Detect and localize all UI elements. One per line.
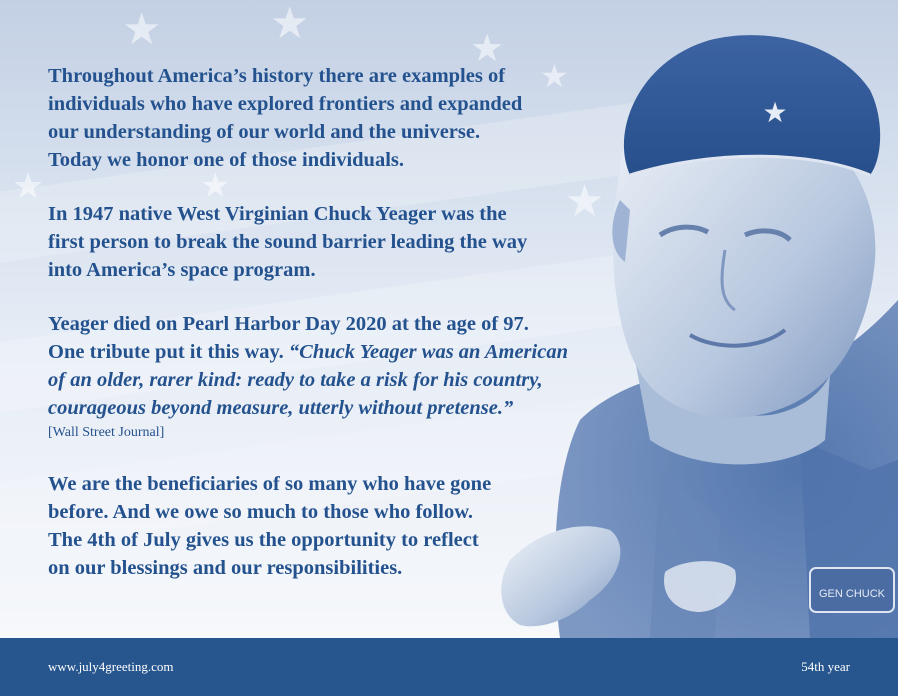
paragraph-sound-barrier bbox=[48, 200, 638, 284]
text-line: first person to break the sound barrier leading the way bbox=[48, 231, 528, 253]
text-line: before. And we owe so much to those who follow. bbox=[48, 501, 473, 523]
text-line: our understanding of our world and the universe. bbox=[48, 121, 481, 143]
quote-fragment: “Chuck Yeager was an American bbox=[288, 341, 568, 363]
text-line: Today we honor one of those individuals. bbox=[48, 149, 404, 171]
text-line: We are the beneficiaries of so many who have gone bbox=[48, 473, 492, 495]
star-icon: ★ bbox=[762, 98, 788, 129]
text-line: The 4th of July gives us the opportunity to reflect bbox=[48, 529, 479, 551]
star-icon: ★ bbox=[270, 0, 310, 48]
quote-line: of an older, rarer kind: ready to take a risk for his country, bbox=[48, 369, 543, 391]
paragraph-intro bbox=[48, 58, 638, 174]
garrison-cap bbox=[624, 35, 880, 175]
quote-line: courageous beyond measure, utterly without pretense.” bbox=[48, 397, 514, 419]
website-link[interactable]: www.july4greeting.com bbox=[48, 659, 174, 674]
year-label: 54th year bbox=[801, 659, 850, 674]
message-text bbox=[48, 58, 638, 608]
star-icon: ★ bbox=[470, 28, 505, 70]
star-icon: ★ bbox=[565, 177, 605, 226]
paragraph-tribute bbox=[48, 310, 638, 422]
text-line: on our blessings and our responsibilities. bbox=[48, 557, 403, 579]
paragraph-closing bbox=[48, 470, 638, 582]
text-fragment: One tribute put it this way. bbox=[48, 341, 289, 363]
star-icon: ★ bbox=[540, 58, 569, 94]
star-icon: ★ bbox=[122, 5, 162, 54]
text-line: individuals who have explored frontiers and expanded bbox=[48, 93, 523, 115]
star-icon: ★ bbox=[12, 166, 45, 206]
text-line: Throughout America’s history there are examples of bbox=[48, 65, 506, 87]
text-line: In 1947 native West Virginian Chuck Yeager was the bbox=[48, 203, 507, 225]
text-line: into America’s space program. bbox=[48, 259, 316, 281]
text-line: Yeager died on Pearl Harbor Day 2020 at the age of 97. bbox=[48, 313, 529, 335]
quote-source: [Wall Street Journal] bbox=[48, 425, 165, 440]
text-line bbox=[48, 338, 638, 366]
footer-bar bbox=[0, 638, 898, 696]
star-icon: ★ bbox=[200, 168, 231, 205]
name-tag-text: GEN CHUCK bbox=[818, 588, 886, 600]
